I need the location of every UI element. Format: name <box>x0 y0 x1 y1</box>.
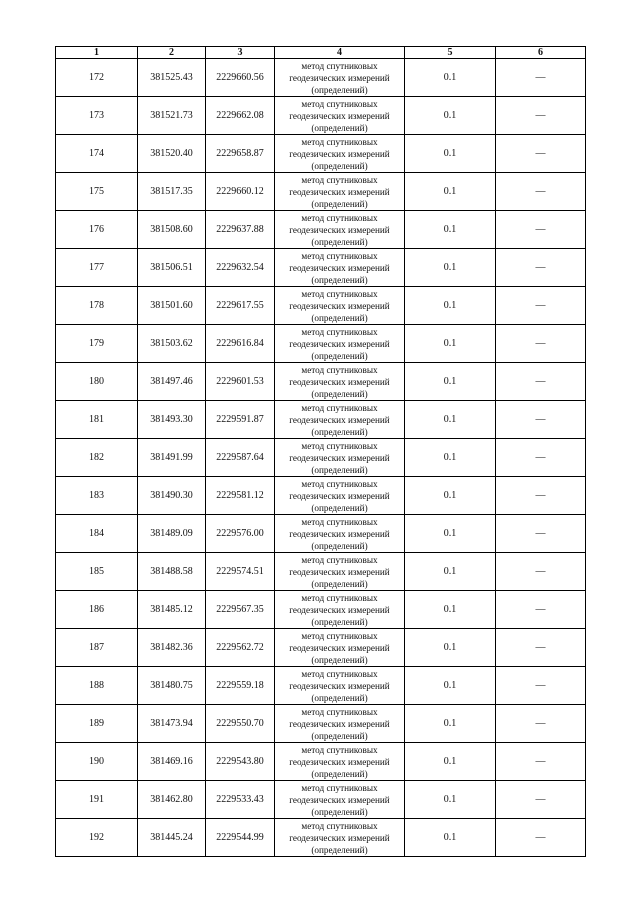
x-coordinate-cell: 381517.35 <box>138 173 206 211</box>
description-cell: — <box>496 591 586 629</box>
accuracy-cell: 0.1 <box>405 135 496 173</box>
table-row <box>56 591 586 629</box>
table-row <box>56 781 586 819</box>
description-cell: — <box>496 515 586 553</box>
method-cell: метод спутниковых геодезических измерений (определений) <box>275 477 405 515</box>
accuracy-cell: 0.1 <box>405 363 496 401</box>
accuracy-cell: 0.1 <box>405 249 496 287</box>
column-header-5: 5 <box>405 47 496 59</box>
x-coordinate-cell: 381520.40 <box>138 135 206 173</box>
y-coordinate-cell: 2229591.87 <box>206 401 275 439</box>
y-coordinate-cell: 2229576.00 <box>206 515 275 553</box>
table-row <box>56 211 586 249</box>
y-coordinate-cell: 2229601.53 <box>206 363 275 401</box>
table-row <box>56 287 586 325</box>
table-row <box>56 97 586 135</box>
table-row <box>56 363 586 401</box>
accuracy-cell: 0.1 <box>405 781 496 819</box>
column-header-3: 3 <box>206 47 275 59</box>
description-cell: — <box>496 363 586 401</box>
x-coordinate-cell: 381497.46 <box>138 363 206 401</box>
description-cell: — <box>496 439 586 477</box>
column-header-6: 6 <box>496 47 586 59</box>
description-cell: — <box>496 553 586 591</box>
table-row <box>56 59 586 97</box>
point-number-cell: 186 <box>56 591 138 629</box>
point-number-cell: 181 <box>56 401 138 439</box>
accuracy-cell: 0.1 <box>405 477 496 515</box>
x-coordinate-cell: 381469.16 <box>138 743 206 781</box>
y-coordinate-cell: 2229587.64 <box>206 439 275 477</box>
table-row <box>56 477 586 515</box>
point-number-cell: 185 <box>56 553 138 591</box>
column-header-4: 4 <box>275 47 405 59</box>
description-cell: — <box>496 97 586 135</box>
description-cell: — <box>496 819 586 857</box>
description-cell: — <box>496 401 586 439</box>
table-row <box>56 553 586 591</box>
x-coordinate-cell: 381506.51 <box>138 249 206 287</box>
table-row <box>56 515 586 553</box>
y-coordinate-cell: 2229658.87 <box>206 135 275 173</box>
y-coordinate-cell: 2229660.12 <box>206 173 275 211</box>
point-number-cell: 176 <box>56 211 138 249</box>
description-cell: — <box>496 135 586 173</box>
point-number-cell: 172 <box>56 59 138 97</box>
x-coordinate-cell: 381491.99 <box>138 439 206 477</box>
table-header <box>56 47 586 59</box>
table-row <box>56 439 586 477</box>
accuracy-cell: 0.1 <box>405 59 496 97</box>
point-number-cell: 173 <box>56 97 138 135</box>
method-cell: метод спутниковых геодезических измерений (определений) <box>275 363 405 401</box>
point-number-cell: 187 <box>56 629 138 667</box>
coordinates-table <box>55 46 586 857</box>
table-row <box>56 667 586 705</box>
x-coordinate-cell: 381508.60 <box>138 211 206 249</box>
x-coordinate-cell: 381482.36 <box>138 629 206 667</box>
y-coordinate-cell: 2229559.18 <box>206 667 275 705</box>
y-coordinate-cell: 2229637.88 <box>206 211 275 249</box>
x-coordinate-cell: 381493.30 <box>138 401 206 439</box>
table-row <box>56 173 586 211</box>
y-coordinate-cell: 2229574.51 <box>206 553 275 591</box>
x-coordinate-cell: 381501.60 <box>138 287 206 325</box>
y-coordinate-cell: 2229632.54 <box>206 249 275 287</box>
method-cell: метод спутниковых геодезических измерений (определений) <box>275 667 405 705</box>
accuracy-cell: 0.1 <box>405 819 496 857</box>
method-cell: метод спутниковых геодезических измерений (определений) <box>275 781 405 819</box>
point-number-cell: 177 <box>56 249 138 287</box>
point-number-cell: 188 <box>56 667 138 705</box>
method-cell: метод спутниковых геодезических измерений (определений) <box>275 211 405 249</box>
point-number-cell: 174 <box>56 135 138 173</box>
table-row <box>56 629 586 667</box>
table-row <box>56 401 586 439</box>
table-row <box>56 743 586 781</box>
method-cell: метод спутниковых геодезических измерений (определений) <box>275 439 405 477</box>
method-cell: метод спутниковых геодезических измерений (определений) <box>275 743 405 781</box>
accuracy-cell: 0.1 <box>405 287 496 325</box>
method-cell: метод спутниковых геодезических измерений (определений) <box>275 135 405 173</box>
point-number-cell: 191 <box>56 781 138 819</box>
x-coordinate-cell: 381485.12 <box>138 591 206 629</box>
description-cell: — <box>496 325 586 363</box>
point-number-cell: 192 <box>56 819 138 857</box>
y-coordinate-cell: 2229662.08 <box>206 97 275 135</box>
x-coordinate-cell: 381473.94 <box>138 705 206 743</box>
column-header-1: 1 <box>56 47 138 59</box>
method-cell: метод спутниковых геодезических измерений (определений) <box>275 553 405 591</box>
accuracy-cell: 0.1 <box>405 553 496 591</box>
x-coordinate-cell: 381489.09 <box>138 515 206 553</box>
description-cell: — <box>496 287 586 325</box>
point-number-cell: 179 <box>56 325 138 363</box>
y-coordinate-cell: 2229544.99 <box>206 819 275 857</box>
point-number-cell: 178 <box>56 287 138 325</box>
x-coordinate-cell: 381521.73 <box>138 97 206 135</box>
description-cell: — <box>496 249 586 287</box>
description-cell: — <box>496 667 586 705</box>
method-cell: метод спутниковых геодезических измерений (определений) <box>275 515 405 553</box>
x-coordinate-cell: 381445.24 <box>138 819 206 857</box>
y-coordinate-cell: 2229616.84 <box>206 325 275 363</box>
point-number-cell: 182 <box>56 439 138 477</box>
accuracy-cell: 0.1 <box>405 667 496 705</box>
accuracy-cell: 0.1 <box>405 515 496 553</box>
accuracy-cell: 0.1 <box>405 97 496 135</box>
y-coordinate-cell: 2229581.12 <box>206 477 275 515</box>
accuracy-cell: 0.1 <box>405 439 496 477</box>
x-coordinate-cell: 381462.80 <box>138 781 206 819</box>
method-cell: метод спутниковых геодезических измерений (определений) <box>275 705 405 743</box>
point-number-cell: 175 <box>56 173 138 211</box>
x-coordinate-cell: 381480.75 <box>138 667 206 705</box>
accuracy-cell: 0.1 <box>405 211 496 249</box>
table-row <box>56 819 586 857</box>
point-number-cell: 190 <box>56 743 138 781</box>
x-coordinate-cell: 381503.62 <box>138 325 206 363</box>
table-row <box>56 135 586 173</box>
x-coordinate-cell: 381490.30 <box>138 477 206 515</box>
method-cell: метод спутниковых геодезических измерений (определений) <box>275 97 405 135</box>
description-cell: — <box>496 781 586 819</box>
y-coordinate-cell: 2229550.70 <box>206 705 275 743</box>
method-cell: метод спутниковых геодезических измерений (определений) <box>275 287 405 325</box>
method-cell: метод спутниковых геодезических измерений (определений) <box>275 325 405 363</box>
description-cell: — <box>496 629 586 667</box>
table-row <box>56 325 586 363</box>
description-cell: — <box>496 59 586 97</box>
table-body <box>56 59 586 857</box>
header-row <box>56 47 586 59</box>
point-number-cell: 183 <box>56 477 138 515</box>
y-coordinate-cell: 2229533.43 <box>206 781 275 819</box>
method-cell: метод спутниковых геодезических измерений (определений) <box>275 629 405 667</box>
description-cell: — <box>496 173 586 211</box>
description-cell: — <box>496 211 586 249</box>
table-row <box>56 249 586 287</box>
accuracy-cell: 0.1 <box>405 743 496 781</box>
point-number-cell: 189 <box>56 705 138 743</box>
y-coordinate-cell: 2229660.56 <box>206 59 275 97</box>
accuracy-cell: 0.1 <box>405 173 496 211</box>
table-row <box>56 705 586 743</box>
y-coordinate-cell: 2229562.72 <box>206 629 275 667</box>
column-header-2: 2 <box>138 47 206 59</box>
description-cell: — <box>496 743 586 781</box>
method-cell: метод спутниковых геодезических измерений (определений) <box>275 59 405 97</box>
point-number-cell: 180 <box>56 363 138 401</box>
point-number-cell: 184 <box>56 515 138 553</box>
method-cell: метод спутниковых геодезических измерений (определений) <box>275 173 405 211</box>
method-cell: метод спутниковых геодезических измерений (определений) <box>275 249 405 287</box>
accuracy-cell: 0.1 <box>405 629 496 667</box>
y-coordinate-cell: 2229543.80 <box>206 743 275 781</box>
accuracy-cell: 0.1 <box>405 591 496 629</box>
accuracy-cell: 0.1 <box>405 401 496 439</box>
accuracy-cell: 0.1 <box>405 325 496 363</box>
description-cell: — <box>496 477 586 515</box>
x-coordinate-cell: 381488.58 <box>138 553 206 591</box>
x-coordinate-cell: 381525.43 <box>138 59 206 97</box>
method-cell: метод спутниковых геодезических измерений (определений) <box>275 591 405 629</box>
y-coordinate-cell: 2229617.55 <box>206 287 275 325</box>
accuracy-cell: 0.1 <box>405 705 496 743</box>
method-cell: метод спутниковых геодезических измерений (определений) <box>275 819 405 857</box>
y-coordinate-cell: 2229567.35 <box>206 591 275 629</box>
description-cell: — <box>496 705 586 743</box>
method-cell: метод спутниковых геодезических измерений (определений) <box>275 401 405 439</box>
